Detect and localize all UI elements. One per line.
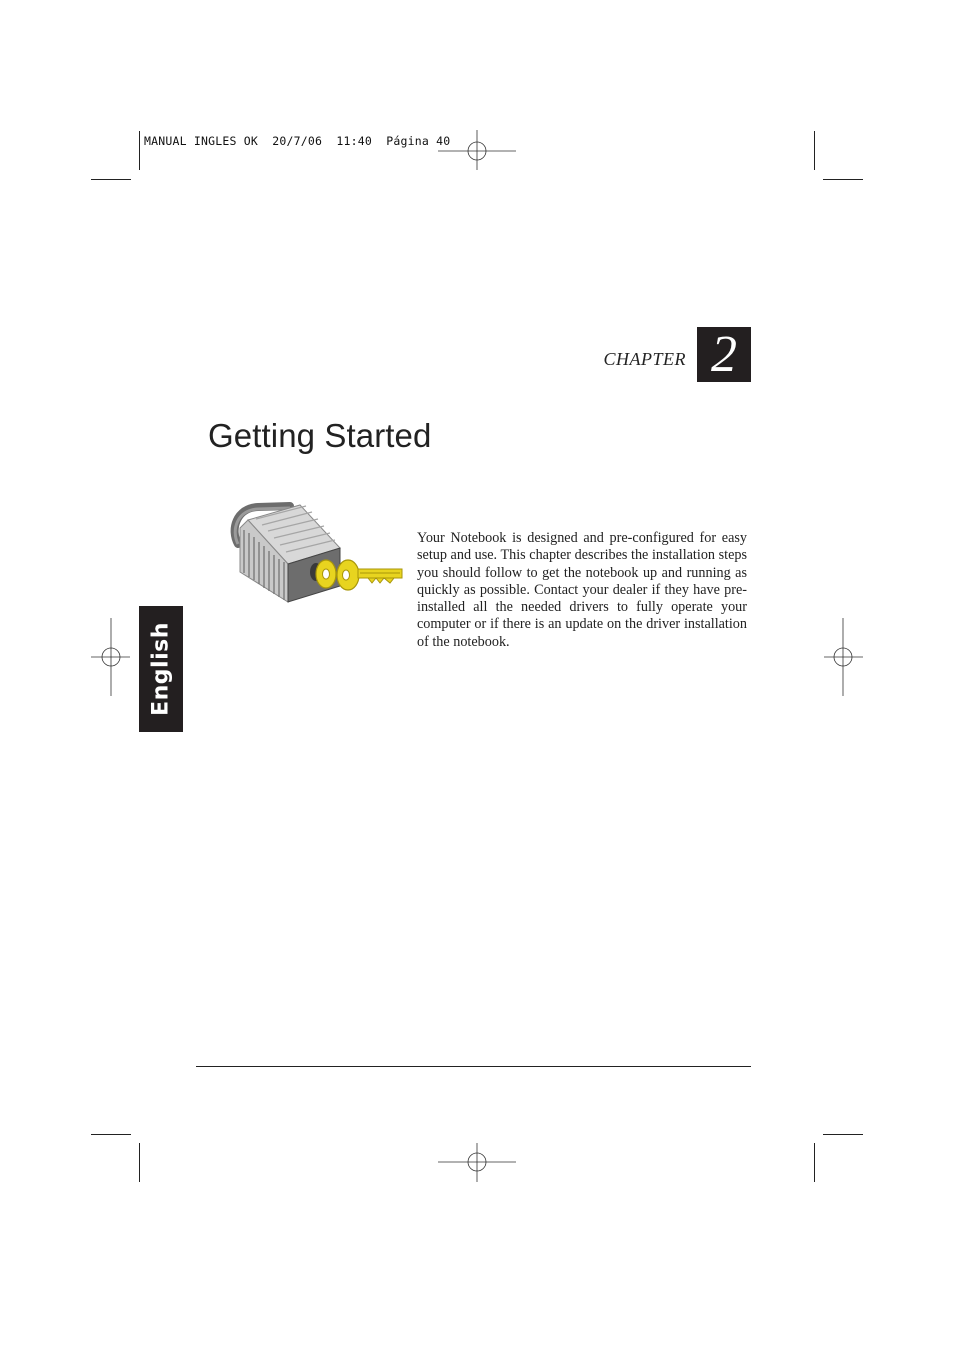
padlock-with-key-icon (228, 500, 406, 608)
print-slug: MANUAL INGLES OK 20/7/06 11:40 Página 40 (144, 134, 451, 148)
chapter-number-badge (697, 327, 751, 382)
chapter-label: CHAPTER (603, 349, 686, 369)
intro-paragraph: Your Notebook is designed and pre-configured for easy setup and use. This chapter describes the installation steps you should follow to get the notebook up and running as quickly as possible. Contact your dealer if they have pre-installed all the needed drivers to fully operate your computer or if there is an update on the driver installation of the notebook. (417, 530, 747, 650)
footer-rule (196, 1066, 751, 1067)
language-tab-label: English (148, 622, 174, 716)
language-tab (139, 606, 183, 732)
page-title: Getting Started (208, 417, 432, 454)
chapter-number: 2 (711, 325, 737, 383)
